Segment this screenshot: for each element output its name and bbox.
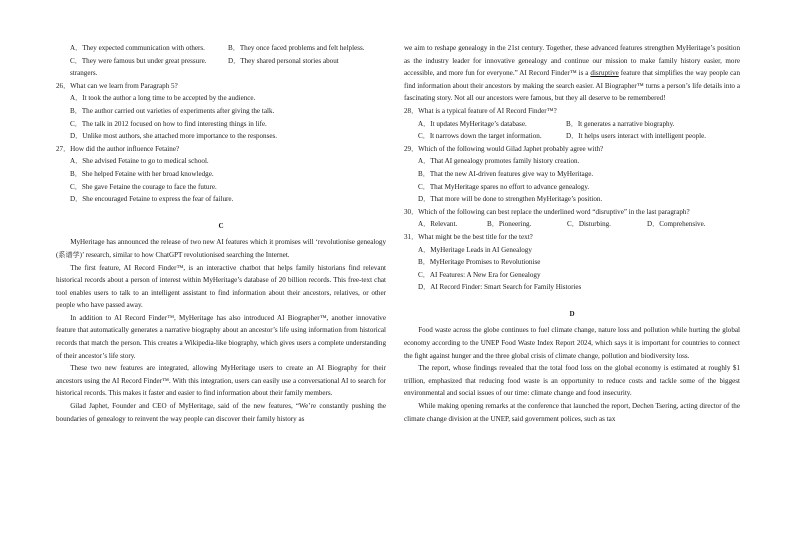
question-27: 27．How did the author influence Fetaine? — [56, 144, 180, 153]
passage-d-paragraph-1: Food waste across the globe continues to fuel climate change, nature loss and pollution while hurting the global economy according to the UNEP Food Waste Index Report 2024, which says it is important for countries to connect the fight against hunger and the three global crisis of climate change, pollution and biodiversity loss. — [404, 326, 740, 360]
section-c-heading: C — [218, 221, 224, 230]
q25-option-c: C．They were famous but under great pressure. — [70, 56, 207, 65]
q29-option-a: A．That AI genealogy promotes family history creation. — [418, 157, 580, 166]
q29-option-d: D．That more will be done to strengthen MyHeritage’s position. — [418, 195, 603, 204]
question-30: 30．Which of the following can best replace the underlined word “disruptive” in the last paragraph? — [404, 207, 690, 216]
passage-c-paragraph-5-cont — [404, 42, 740, 105]
q26-option-c: C．The talk in 2012 focused on how to find interesting things in life. — [70, 119, 267, 128]
right-column — [404, 42, 740, 425]
q31-option-b: B．MyHeritage Promises to Revolutionise — [418, 258, 541, 267]
q25-option-a: A．They expected communication with others. — [70, 44, 205, 52]
question-29: 29．Which of the following would Gilad Japhet probably agree with? — [404, 144, 604, 153]
q30-option-a: A．Relevant. — [418, 220, 458, 229]
question-28: 28．What is a typical feature of AI Record Finder™? — [404, 106, 557, 115]
passage-d-paragraph-3: While making opening remarks at the conference that launched the report, Dechen Tsering, acting director of the climate change division at the UNEP, said government polices, such as tax — [404, 402, 740, 423]
q25-option-d: D．They shared personal stories about — [228, 56, 339, 65]
q30-option-d: D．Comprehensive. — [647, 220, 706, 229]
q26-option-b: B．The author carried out varieties of experiments after giving the talk. — [70, 106, 275, 115]
q31-option-c: C．AI Features: A New Era for Genealogy — [418, 270, 541, 279]
question-31: 31．What might be the best title for the text? — [404, 232, 533, 241]
q29-option-c: C．That MyHeritage spares no effort to advance genealogy. — [418, 182, 590, 191]
q27-option-b: B．She helped Fetaine with her broad knowledge. — [70, 169, 214, 178]
passage-d-paragraph-2: The report, whose findings revealed that the total food loss on the global economy is estimated at roughly $1 trillion, emphasized that reducing food waste is an opportunity to reduce costs and tackle some of the biggest environmental and social issues of our time: climate change and food insecurity. — [404, 364, 740, 398]
q27-option-c: C．She gave Fetaine the courage to face the future. — [70, 182, 217, 191]
underlined-word-disruptive: disruptive — [590, 69, 619, 78]
q28-option-c: C．It narrows down the target information. — [418, 132, 542, 141]
section-d-heading: D — [569, 309, 575, 318]
passage-c-paragraph-1: MyHeritage has announced the release of two new AI features which it promises will ‘revolutionise genealogy (系谱学)’ research, similar to how ChatGPT revolutionised searching the Internet. — [56, 238, 386, 259]
q31-option-d: D．AI Record Finder: Smart Search for Family Histories — [418, 283, 582, 292]
para-end: feature that simplifies the way people can find information about their ancestors by making the search easier. AI Biographer™ turns a person’s life details into a fascinating story. Not all our ancestors were famous, but they all deserve to be remembered! — [404, 69, 740, 103]
passage-c-paragraph-4: These two new features are integrated, allowing MyHeritage users to create an AI Biography for their ancestors using the AI Record Finder™. With this integration, users can easily use a conversational AI to search for historical records. This makes it faster and easier to find information about their family members. — [56, 364, 386, 398]
question-26: 26．What can we learn from Paragraph 5? — [56, 81, 178, 90]
q27-option-a: A．She advised Fetaine to go to medical school. — [70, 157, 209, 166]
q25-options-row1 — [56, 42, 386, 55]
passage-c-paragraph-3: In addition to AI Record Finder™, MyHeritage has also introduced AI Biographer™, another innovative feature that automatically generates a narrative biography about an ancestor’s life using information from historical records that match the person. This creates a Wikipedia-like biography, which gives users a complete understanding of their ancestor’s life story. — [56, 313, 386, 360]
q25-option-d-cont: strangers. — [70, 69, 98, 78]
q30-options-row — [404, 218, 740, 231]
passage-c-paragraph-2: The first feature, AI Record Finder™, is an interactive chatbot that helps family historians find relevant historical records about a person of interest within MyHeritage’s database of 20 billion records. This free-text chat tool enables users to talk to an intelligent assistant to find information about their ancestors, relatives, or other people who have passed away. — [56, 263, 386, 310]
q28-options-row2 — [404, 130, 740, 143]
para-start: we aim to reshape genealogy in the 21st century. Together, these advanced features strengthen MyHeritage’s position as the industry leader for innovative genealogy and continue our mission to make family history easier, more accessible, and more fun for everyone.” AI Record Finder™ is a — [404, 44, 740, 78]
q27-option-d: D．She encouraged Fetaine to express the fear of failure. — [70, 195, 234, 204]
q26-option-d: D．Unlike most authors, she attached more importance to the responses. — [70, 132, 278, 141]
q30-option-b: B．Pioneering. — [487, 220, 532, 229]
q26-option-a: A．It took the author a long time to be accepted by the audience. — [70, 94, 256, 103]
q28-option-d: D．It helps users interact with intelligent people. — [566, 132, 707, 141]
q25-options-row2 — [56, 55, 386, 68]
q29-option-b: B．That the new AI-driven features give way to MyHeritage. — [418, 169, 594, 178]
left-column — [56, 42, 386, 425]
q28-options-row1 — [404, 118, 740, 131]
q25-option-b: B．They once faced problems and felt helpless. — [228, 44, 365, 52]
q31-option-a: A．MyHeritage Leads in AI Genealogy — [418, 245, 532, 254]
q30-option-c: C．Disturbing. — [567, 220, 611, 229]
q28-option-b: B．It generates a narrative biography. — [566, 119, 675, 128]
passage-c-paragraph-5: Gilad Japhet, Founder and CEO of MyHeritage, said of the new features, “We’re constantly pushing the boundaries of genealogy to reinvent the way people can discover their family history as — [56, 402, 386, 423]
q28-option-a: A．It updates MyHeritage’s database. — [418, 119, 527, 128]
